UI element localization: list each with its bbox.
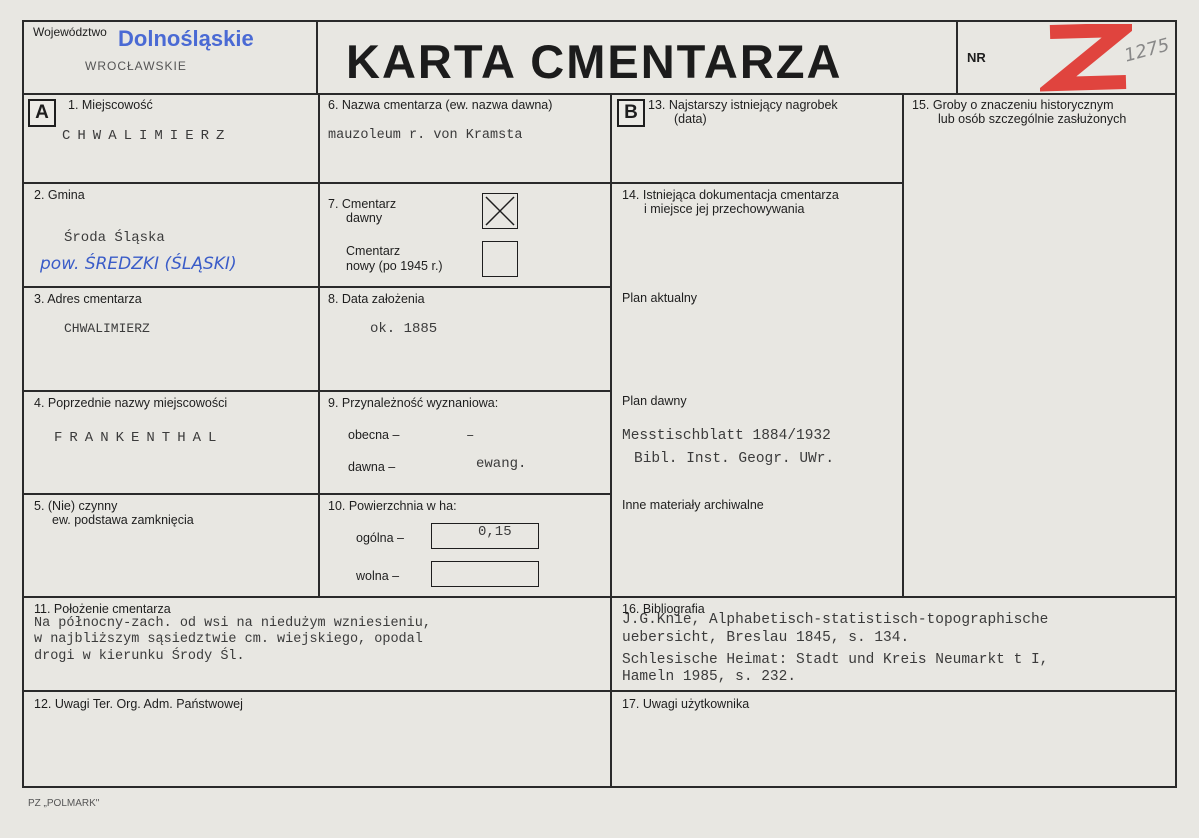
f16-line3: Schlesische Heimat: Stadt und Kreis Neumarkt t I, bbox=[622, 652, 1049, 668]
f16-line1: J.G.Knie, Alphabetisch-statistisch-topographische bbox=[622, 612, 1049, 628]
f10-ogolna-field[interactable] bbox=[431, 523, 539, 549]
plan-dawny-label: Plan dawny bbox=[622, 394, 687, 408]
f16-line2: uebersicht, Breslau 1845, s. 134. bbox=[622, 630, 910, 646]
f2-handwritten: pow. ŚREDZKI (ŚLĄSKI) bbox=[40, 254, 237, 274]
f11-line2: w najbliższym sąsiedztwie cm. wiejskiego, opodal bbox=[34, 632, 423, 647]
f7-label-a2: dawny bbox=[346, 211, 383, 225]
section-a-label: A bbox=[28, 99, 56, 127]
card-title: KARTA CMENTARZA bbox=[346, 35, 843, 88]
f10-ogolna-value: 0,15 bbox=[478, 524, 512, 540]
f3-label: 3. Adres cmentarza bbox=[34, 292, 142, 306]
plan-aktualny-label: Plan aktualny bbox=[622, 291, 698, 305]
nr-label: NR bbox=[967, 50, 986, 65]
f9-dawna-label: dawna – bbox=[348, 460, 396, 474]
printer-footer: PZ „POLMARK" bbox=[28, 798, 100, 809]
f17-label: 17. Uwagi użytkownika bbox=[622, 697, 750, 711]
f1-label: 1. Miejscowość bbox=[68, 98, 153, 112]
f4-label: 4. Poprzednie nazwy miejscowości bbox=[34, 396, 228, 410]
f7-label-b1: Cmentarz bbox=[346, 244, 401, 258]
f16-line4: Hameln 1985, s. 232. bbox=[622, 669, 797, 685]
plan-dawny-line2: Bibl. Inst. Geogr. UWr. bbox=[634, 451, 835, 467]
f2-label: 2. Gmina bbox=[34, 188, 85, 202]
f5-label-line2: ew. podstawa zamknięcia bbox=[52, 513, 194, 527]
f15-label-line2: lub osób szczególnie zasłużonych bbox=[938, 112, 1127, 126]
f13-label-line2: (data) bbox=[674, 112, 707, 126]
f3-value: CHWALIMIERZ bbox=[64, 321, 150, 336]
f15-label-line1: 15. Groby o znaczeniu historycznym bbox=[912, 98, 1114, 112]
f11-line3: drogi w kierunku Środy Śl. bbox=[34, 649, 245, 664]
inne-label: Inne materiały archiwalne bbox=[622, 498, 764, 512]
f11-line1: Na północny-zach. od wsi na niedużym wzniesieniu, bbox=[34, 616, 431, 631]
f1-value: CHWALIMIERZ bbox=[62, 128, 232, 144]
f10-wolna-label: wolna – bbox=[356, 569, 400, 583]
f2-value: Środa Śląska bbox=[64, 230, 165, 246]
f8-value: ok. 1885 bbox=[370, 321, 438, 337]
f14-label-line1: 14. Istniejąca dokumentacja cmentarza bbox=[622, 188, 839, 202]
f10-wolna-field[interactable] bbox=[431, 561, 539, 587]
f13-label-line1: 13. Najstarszy istniejący nagrobek bbox=[648, 98, 838, 112]
f7-label-b2: nowy (po 1945 r.) bbox=[346, 259, 443, 273]
f6-label: 6. Nazwa cmentarza (ew. nazwa dawna) bbox=[328, 98, 553, 112]
wojewodztwo-sub: WROCŁAWSKIE bbox=[85, 59, 187, 73]
plan-dawny-line1: Messtischblatt 1884/1932 bbox=[622, 428, 831, 444]
f9-label: 9. Przynależność wyznaniowa: bbox=[328, 396, 499, 410]
nr-number: 1275 bbox=[1122, 34, 1172, 67]
wojewodztwo-stamp: Dolnośląskie bbox=[118, 26, 254, 51]
f9-dawna-value: ewang. bbox=[476, 456, 527, 472]
f7-nowy-checkbox[interactable] bbox=[482, 241, 518, 277]
f4-value: FRANKENTHAL bbox=[54, 430, 224, 446]
section-b-label: B bbox=[617, 99, 645, 127]
f7-label-a1: 7. Cmentarz bbox=[328, 197, 397, 211]
f6-value: mauzoleum r. von Kramsta bbox=[328, 128, 523, 143]
wojewodztwo-label: Województwo bbox=[33, 25, 107, 39]
f12-label: 12. Uwagi Ter. Org. Adm. Państwowej bbox=[34, 697, 243, 711]
f10-ogolna-label: ogólna – bbox=[356, 531, 404, 545]
f8-label: 8. Data założenia bbox=[328, 292, 425, 306]
f14-label-line2: i miejsce jej przechowywania bbox=[644, 202, 805, 216]
f11-label: 11. Położenie cmentarza bbox=[34, 602, 171, 616]
f7-dawny-checkbox[interactable] bbox=[482, 193, 518, 229]
f16-label: 16. Bibliografia bbox=[622, 602, 705, 616]
checkbox-x-icon bbox=[483, 194, 517, 228]
f5-label-line1: 5. (Nie) czynny bbox=[34, 499, 118, 513]
f9-obecna-label: obecna – bbox=[348, 428, 400, 442]
f9-obecna-value: – bbox=[466, 428, 475, 444]
f10-label: 10. Powierzchnia w ha: bbox=[328, 499, 457, 513]
nr-red-stamp bbox=[1040, 24, 1132, 92]
